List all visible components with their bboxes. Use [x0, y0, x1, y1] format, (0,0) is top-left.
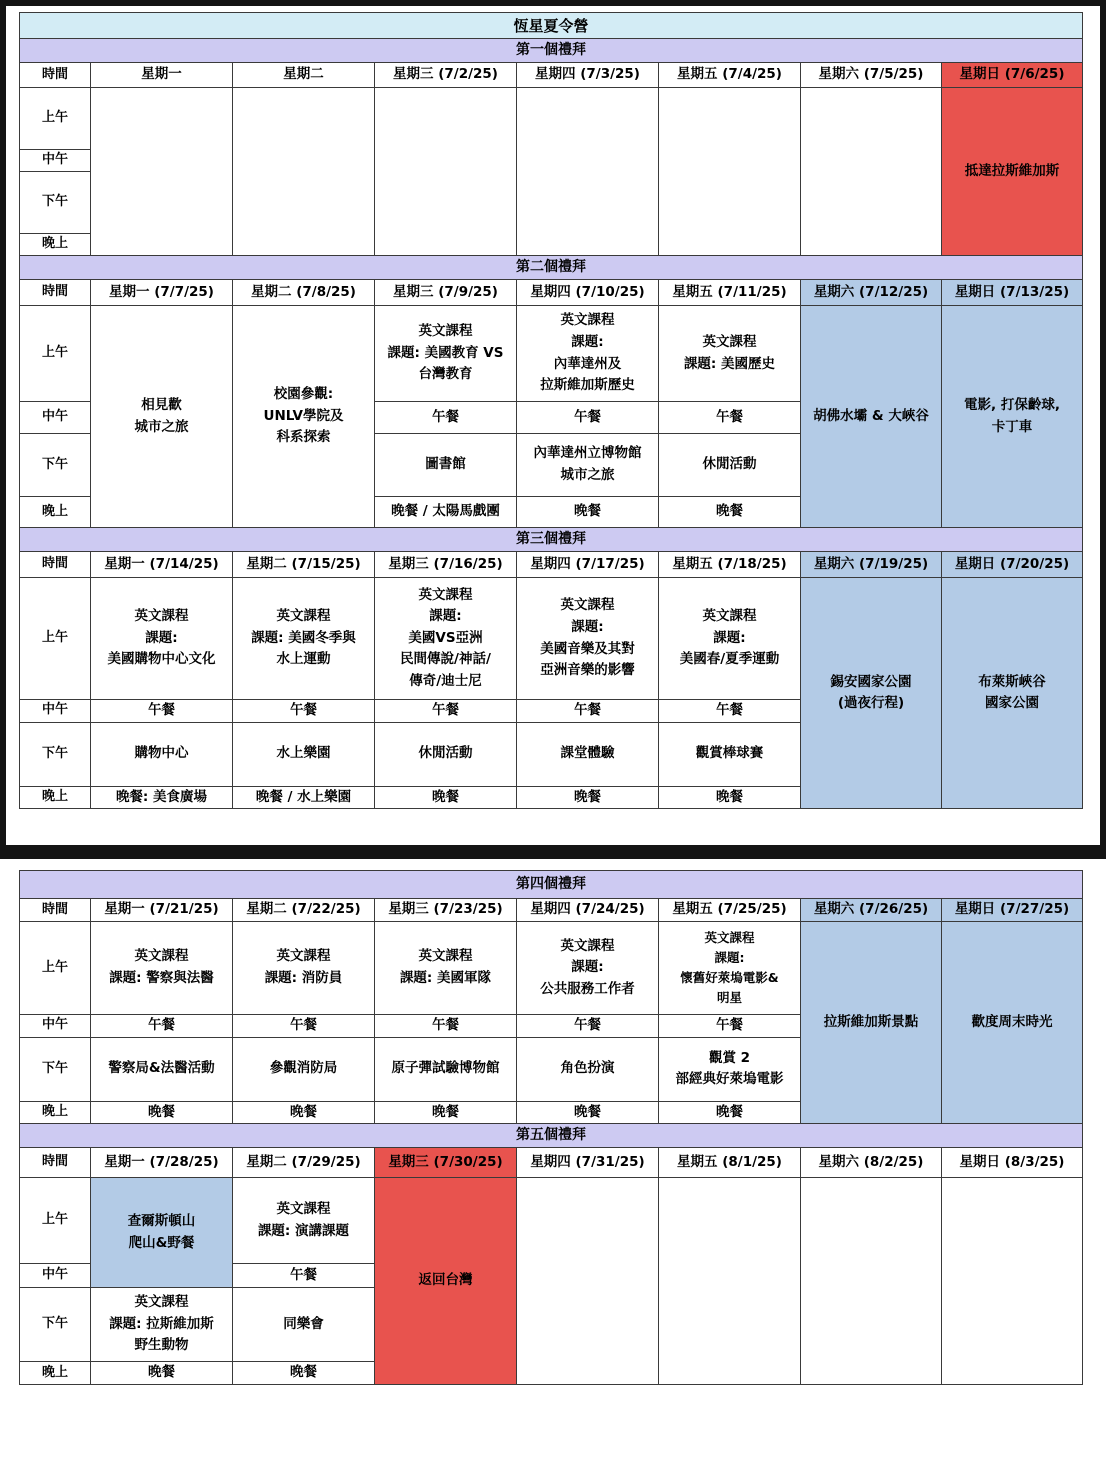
- activity-line: 英文課程: [560, 312, 615, 329]
- activity-line: 英文課程: [134, 608, 189, 625]
- activity-line: 課題:: [571, 333, 604, 350]
- week-5-label: 第五個禮拜: [20, 1124, 1083, 1148]
- activity-cell: [659, 1037, 801, 1101]
- schedule-title: 恆星夏令營: [20, 13, 1083, 39]
- meal-cell: 晚餐: [233, 1362, 375, 1385]
- meal-cell: 午餐: [91, 1015, 233, 1038]
- day-header: 星期日 (8/3/25): [942, 1148, 1083, 1178]
- activity-line: 英文課程: [276, 948, 331, 965]
- schedule-page-2: [19, 870, 1083, 1385]
- activity-line: 卡丁車: [991, 418, 1033, 435]
- activity-cell: [91, 306, 233, 528]
- activity-cell: [375, 306, 517, 402]
- activity-line: 部經典好萊塢電影: [675, 1071, 784, 1088]
- day-header: 星期二: [233, 63, 375, 88]
- activity-line: 課題: 消防員: [264, 970, 343, 986]
- activity-line: 美國VS亞洲: [408, 629, 483, 646]
- empty-cell: [801, 1178, 942, 1385]
- activity-cell: [233, 306, 375, 528]
- meal-cell: 午餐: [233, 1015, 375, 1038]
- activity-line: 英文課程: [704, 930, 755, 945]
- time-noon: 中午: [20, 1264, 91, 1288]
- return-cell: 返回台灣: [375, 1178, 517, 1385]
- activity-line: 課題: 拉斯維加斯: [109, 1315, 214, 1332]
- activity-line: 民間傳說/神話/: [400, 651, 491, 668]
- activity-line: 美國音樂及其對: [540, 640, 635, 657]
- meal-cell: 晚餐: [91, 1101, 233, 1124]
- day-header: 星期五 (7/18/25): [659, 552, 801, 578]
- empty-cell: [91, 88, 233, 256]
- activity-cell: [517, 922, 659, 1015]
- activity-line: 英文課程: [702, 608, 757, 625]
- activity-line: 爬山&野餐: [128, 1234, 195, 1251]
- activity-line: 亞洲音樂的影響: [540, 662, 635, 679]
- day-header: 星期四 (7/3/25): [517, 63, 659, 88]
- time-afternoon: 下午: [20, 172, 91, 234]
- time-morning: 上午: [20, 1178, 91, 1264]
- day-header: 星期六 (7/5/25): [801, 63, 942, 88]
- activity-line: 城市之旅: [134, 418, 189, 435]
- day-header: 星期二 (7/22/25): [233, 899, 375, 922]
- activity-cell: [233, 922, 375, 1015]
- activity-line: 科系探索: [276, 429, 331, 446]
- activity-line: 相見歡: [141, 396, 182, 413]
- activity-line: 水上運動: [276, 651, 331, 668]
- meal-cell: 晚餐: [91, 1362, 233, 1385]
- meal-cell: 午餐: [233, 1264, 375, 1288]
- day-header: 星期日 (7/27/25): [942, 899, 1083, 922]
- activity-line: 英文課程: [418, 323, 473, 340]
- day-header: 星期一 (7/28/25): [91, 1148, 233, 1178]
- meal-cell: 晚餐: [517, 497, 659, 528]
- weekend-cell: [942, 578, 1083, 809]
- arrival-cell: 抵達拉斯維加斯: [942, 88, 1083, 256]
- day-header: 星期六 (7/26/25): [801, 899, 942, 922]
- activity-line: 課題:: [429, 608, 462, 625]
- empty-cell: [233, 88, 375, 256]
- day-header: 星期五 (7/4/25): [659, 63, 801, 88]
- activity-line: 英文課程: [418, 948, 473, 965]
- activity-line: 英文課程: [276, 1201, 331, 1218]
- activity-line: 觀賞 2: [708, 1049, 751, 1066]
- activity-cell: [659, 578, 801, 700]
- activity-line: 布萊斯峽谷: [978, 673, 1046, 690]
- activity-line: 內華達州立博物館: [533, 445, 642, 462]
- activity-cell: 警察局&法醫活動: [91, 1037, 233, 1101]
- time-header: 時間: [20, 552, 91, 578]
- activity-line: 城市之旅: [560, 467, 615, 483]
- activity-line: 明星: [716, 990, 742, 1005]
- meal-cell: 晚餐: [375, 786, 517, 809]
- day-header: 星期一 (7/14/25): [91, 552, 233, 578]
- day-header: 星期四 (7/10/25): [517, 280, 659, 306]
- meal-cell: 午餐: [375, 402, 517, 434]
- time-evening: 晚上: [20, 1362, 91, 1385]
- activity-line: (過夜行程): [837, 695, 905, 712]
- time-morning: 上午: [20, 88, 91, 150]
- activity-line: 公共服務工作者: [540, 980, 635, 997]
- activity-line: 課題: 警察與法醫: [109, 970, 214, 986]
- activity-line: 野生動物: [134, 1337, 189, 1354]
- activity-cell: 休閒活動: [375, 722, 517, 786]
- time-header: 時間: [20, 280, 91, 306]
- meal-cell: 晚餐: [233, 1101, 375, 1124]
- meal-cell: 晚餐 / 水上樂園: [233, 786, 375, 809]
- meal-cell: 晚餐: [659, 1101, 801, 1124]
- meal-cell: 晚餐: [517, 786, 659, 809]
- activity-line: 內華達州及: [553, 355, 622, 372]
- time-evening: 晚上: [20, 497, 91, 528]
- activity-cell: 參觀消防局: [233, 1037, 375, 1101]
- activity-cell: 角色扮演: [517, 1037, 659, 1101]
- activity-line: 課題: 美國軍隊: [399, 970, 492, 986]
- activity-cell: 水上樂園: [233, 722, 375, 786]
- time-afternoon: 下午: [20, 1288, 91, 1362]
- time-afternoon: 下午: [20, 722, 91, 786]
- meal-cell: 午餐: [659, 1015, 801, 1038]
- activity-line: 課題: 美國歷史: [683, 355, 776, 372]
- activity-cell: [375, 578, 517, 700]
- week-2-label: 第二個禮拜: [20, 256, 1083, 280]
- activity-cell: [517, 578, 659, 700]
- weekend-cell: 胡佛水壩 & 大峽谷: [801, 306, 942, 528]
- weekend-cell: [801, 578, 942, 809]
- week-4-label: 第四個禮拜: [20, 871, 1083, 899]
- meal-cell: 午餐: [659, 700, 801, 723]
- activity-cell: [91, 922, 233, 1015]
- time-noon: 中午: [20, 1015, 91, 1038]
- activity-cell: 圖書館: [375, 434, 517, 497]
- day-header: 星期三 (7/2/25): [375, 63, 517, 88]
- day-header: 星期六 (7/19/25): [801, 552, 942, 578]
- activity-cell: 購物中心: [91, 722, 233, 786]
- meal-cell: 午餐: [91, 700, 233, 723]
- activity-line: 課題:: [145, 629, 178, 646]
- meal-cell: 晚餐: [659, 497, 801, 528]
- activity-cell: 觀賞棒球賽: [659, 722, 801, 786]
- activity-cell: 休閒活動: [659, 434, 801, 497]
- empty-cell: [517, 1178, 659, 1385]
- meal-cell: 午餐: [375, 1015, 517, 1038]
- time-header: 時間: [20, 899, 91, 922]
- day-header: 星期五 (8/1/25): [659, 1148, 801, 1178]
- empty-cell: [659, 1178, 801, 1385]
- time-header: 時間: [20, 63, 91, 88]
- meal-cell: 晚餐: [517, 1101, 659, 1124]
- day-header: 星期一 (7/7/25): [91, 280, 233, 306]
- day-header: 星期日 (7/13/25): [942, 280, 1083, 306]
- meal-cell: 午餐: [517, 1015, 659, 1038]
- activity-line: 英文課程: [560, 937, 615, 954]
- day-header: 星期五 (7/25/25): [659, 899, 801, 922]
- day-header: 星期日 (7/20/25): [942, 552, 1083, 578]
- day-header-return: 星期三 (7/30/25): [375, 1148, 517, 1178]
- activity-line: 英文課程: [134, 1294, 189, 1311]
- day-header-arrival: 星期日 (7/6/25): [942, 63, 1083, 88]
- time-evening: 晚上: [20, 786, 91, 809]
- activity-cell: [91, 1178, 233, 1288]
- activity-cell: [91, 1288, 233, 1362]
- activity-line: 課題: 演講課題: [257, 1222, 350, 1239]
- time-noon: 中午: [20, 150, 91, 172]
- activity-line: 傳奇/迪士尼: [409, 672, 482, 689]
- schedule-page-1: [19, 12, 1083, 809]
- day-header: 星期三 (7/23/25): [375, 899, 517, 922]
- activity-line: 英文課程: [560, 597, 615, 614]
- day-header: 星期三 (7/16/25): [375, 552, 517, 578]
- empty-cell: [801, 88, 942, 256]
- time-noon: 中午: [20, 402, 91, 434]
- day-header: 星期三 (7/9/25): [375, 280, 517, 306]
- activity-cell: [659, 306, 801, 402]
- weekend-cell: [942, 306, 1083, 528]
- activity-line: 課題:: [713, 629, 746, 646]
- meal-cell: 晚餐 / 太陽馬戲團: [375, 497, 517, 528]
- week-1-label: 第一個禮拜: [20, 39, 1083, 63]
- empty-cell: [942, 1178, 1083, 1385]
- day-header: 星期四 (7/24/25): [517, 899, 659, 922]
- activity-line: UNLV學院及: [263, 407, 344, 424]
- activity-cell: 同樂會: [233, 1288, 375, 1362]
- activity-line: 課題: 美國教育 VS: [387, 344, 504, 361]
- activity-line: 台灣教育: [418, 366, 473, 383]
- weekend-cell: 拉斯維加斯景點: [801, 922, 942, 1124]
- day-header: 星期二 (7/15/25): [233, 552, 375, 578]
- activity-line: 課題:: [571, 959, 604, 976]
- day-header: 星期六 (7/12/25): [801, 280, 942, 306]
- activity-cell: [375, 922, 517, 1015]
- activity-line: 懷舊好萊塢電影&: [680, 970, 779, 985]
- time-noon: 中午: [20, 700, 91, 723]
- activity-line: 英文課程: [134, 948, 189, 965]
- day-header: 星期六 (8/2/25): [801, 1148, 942, 1178]
- meal-cell: 晚餐: 美食廣場: [91, 786, 233, 809]
- meal-cell: 午餐: [659, 402, 801, 434]
- activity-cell: [517, 434, 659, 497]
- activity-line: 英文課程: [418, 586, 473, 603]
- week-3-label: 第三個禮拜: [20, 528, 1083, 552]
- day-header: 星期五 (7/11/25): [659, 280, 801, 306]
- activity-cell: 課堂體驗: [517, 722, 659, 786]
- activity-cell: [233, 578, 375, 700]
- top-border: [0, 0, 1106, 6]
- time-afternoon: 下午: [20, 434, 91, 497]
- activity-line: 拉斯維加斯歷史: [540, 377, 635, 394]
- activity-line: 課題:: [714, 950, 745, 965]
- day-header: 星期一 (7/21/25): [91, 899, 233, 922]
- empty-cell: [375, 88, 517, 256]
- empty-cell: [659, 88, 801, 256]
- activity-line: 英文課程: [276, 608, 331, 625]
- activity-line: 課題: 美國冬季與: [251, 629, 356, 646]
- left-border: [0, 0, 6, 845]
- activity-line: 校園參觀:: [273, 386, 334, 403]
- meal-cell: 晚餐: [659, 786, 801, 809]
- meal-cell: 午餐: [517, 402, 659, 434]
- empty-cell: [517, 88, 659, 256]
- time-afternoon: 下午: [20, 1037, 91, 1101]
- activity-cell: [517, 306, 659, 402]
- activity-line: 英文課程: [702, 333, 757, 350]
- right-border: [1100, 0, 1106, 845]
- activity-line: 錫安國家公園: [830, 673, 912, 690]
- meal-cell: 午餐: [375, 700, 517, 723]
- time-morning: 上午: [20, 306, 91, 402]
- activity-line: 查爾斯頓山: [127, 1213, 196, 1230]
- meal-cell: 晚餐: [375, 1101, 517, 1124]
- activity-cell: [233, 1178, 375, 1264]
- activity-line: 美國購物中心文化: [107, 651, 216, 668]
- time-header: 時間: [20, 1148, 91, 1178]
- activity-line: 美國春/夏季運動: [679, 651, 780, 668]
- activity-cell: 原子彈試驗博物館: [375, 1037, 517, 1101]
- page-separator: [0, 845, 1106, 859]
- time-morning: 上午: [20, 578, 91, 700]
- activity-cell: [659, 922, 801, 1015]
- time-morning: 上午: [20, 922, 91, 1015]
- meal-cell: 午餐: [233, 700, 375, 723]
- day-header: 星期二 (7/8/25): [233, 280, 375, 306]
- activity-line: 電影, 打保齡球,: [964, 396, 1060, 413]
- day-header: 星期一: [91, 63, 233, 88]
- activity-line: 國家公園: [985, 695, 1039, 712]
- time-evening: 晚上: [20, 234, 91, 256]
- meal-cell: 午餐: [517, 700, 659, 723]
- day-header: 星期二 (7/29/25): [233, 1148, 375, 1178]
- activity-line: 課題:: [571, 618, 604, 635]
- weekend-cell: 歡度周末時光: [942, 922, 1083, 1124]
- day-header: 星期四 (7/17/25): [517, 552, 659, 578]
- time-evening: 晚上: [20, 1101, 91, 1124]
- day-header: 星期四 (7/31/25): [517, 1148, 659, 1178]
- activity-cell: [91, 578, 233, 700]
